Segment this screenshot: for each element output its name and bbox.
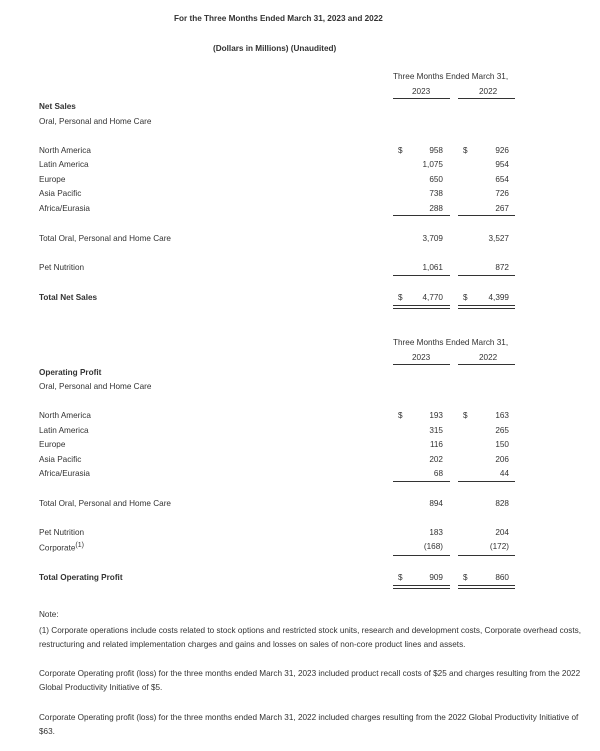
subtotal-rule-2022: [458, 481, 515, 482]
column-header-2022: 2022: [479, 353, 498, 362]
currency-symbol: $: [398, 293, 403, 302]
note-paragraph-2022: Corporate Operating profit (loss) for the three months ended March 31, 2022 included charges resulting from the 2022 Global Productivity Initiative of $63.: [39, 713, 579, 736]
value-2022: 204: [495, 528, 509, 537]
subtotal-rule-2023: [393, 555, 450, 556]
total-value-2023: 909: [429, 573, 443, 582]
row-label: North America: [39, 411, 91, 420]
subtotal-label: Total Oral, Personal and Home Care: [39, 499, 171, 508]
currency-symbol: $: [463, 146, 468, 155]
column-header-2023: 2023: [412, 353, 431, 362]
value-2022: 265: [495, 426, 509, 435]
subtotal-value-2022: 3,527: [488, 234, 509, 243]
column-underline-2022: [458, 98, 515, 99]
currency-symbol: $: [463, 411, 468, 420]
value-2023: 288: [429, 204, 443, 213]
value-2022: 267: [495, 204, 509, 213]
section-heading: Operating Profit: [39, 368, 102, 377]
subtotal-rule-2023: [393, 275, 450, 276]
total-value-2022: 860: [495, 573, 509, 582]
row-label: Africa/Eurasia: [39, 204, 90, 213]
subtotal-rule-2022: [458, 555, 515, 556]
value-2023: 738: [429, 189, 443, 198]
double-rule-2023: [393, 305, 450, 309]
double-rule-2023: [393, 585, 450, 589]
value-2022: 206: [495, 455, 509, 464]
column-underline-2023: [393, 364, 450, 365]
subtotal-value-2022: 828: [495, 499, 509, 508]
subtotal-value-2023: 894: [429, 499, 443, 508]
value-2022: 163: [495, 411, 509, 420]
double-rule-2022: [458, 305, 515, 309]
row-label: Latin America: [39, 426, 89, 435]
total-value-2023: 4,770: [422, 293, 443, 302]
column-underline-2023: [393, 98, 450, 99]
section-subheading: Oral, Personal and Home Care: [39, 382, 152, 391]
value-2022: 654: [495, 175, 509, 184]
currency-symbol: $: [398, 146, 403, 155]
subtotal-rule-2022: [458, 215, 515, 216]
currency-symbol: $: [398, 411, 403, 420]
value-2023: 183: [429, 528, 443, 537]
subtotal-rule-2023: [393, 481, 450, 482]
value-2023: 193: [429, 411, 443, 420]
value-2022: (172): [489, 542, 509, 551]
subtotal-value-2023: 3,709: [422, 234, 443, 243]
column-header-2022: 2022: [479, 87, 498, 96]
row-label: Europe: [39, 175, 66, 184]
value-2023: 650: [429, 175, 443, 184]
currency-symbol: $: [463, 293, 468, 302]
page-title: For the Three Months Ended March 31, 2023 and 2022: [174, 14, 383, 23]
value-2022: 150: [495, 440, 509, 449]
value-2022: 726: [495, 189, 509, 198]
subtotal-rule-2023: [393, 215, 450, 216]
row-label-corporate: [39, 542, 84, 553]
value-2023: (168): [423, 542, 443, 551]
row-label: Pet Nutrition: [39, 528, 85, 537]
total-label: Total Net Sales: [39, 293, 98, 302]
value-2023: 1,061: [422, 263, 443, 272]
row-label: Latin America: [39, 160, 89, 169]
notes-heading: Note:: [39, 610, 59, 619]
value-2023: 315: [429, 426, 443, 435]
note-paragraph-2023: Corporate Operating profit (loss) for the three months ended March 31, 2023 included product recall costs of $25 and charges resulting from the 2022 Global Productivity Initiative of $5.: [39, 669, 581, 692]
value-2023: 1,075: [422, 160, 443, 169]
footnote-ref[interactable]: (1): [75, 542, 84, 549]
value-2022: 926: [495, 146, 509, 155]
row-label: Pet Nutrition: [39, 263, 85, 272]
period-header: Three Months Ended March 31,: [393, 338, 509, 347]
value-2023: 202: [429, 455, 443, 464]
row-label: Africa/Eurasia: [39, 469, 90, 478]
row-label: Asia Pacific: [39, 455, 82, 464]
period-header: Three Months Ended March 31,: [393, 72, 509, 81]
section-subheading: Oral, Personal and Home Care: [39, 117, 152, 126]
value-2022: 44: [499, 469, 509, 478]
value-2022: 954: [495, 160, 509, 169]
row-label: Europe: [39, 440, 66, 449]
value-2023: 68: [433, 469, 443, 478]
page-subtitle: (Dollars in Millions) (Unaudited): [213, 44, 337, 53]
column-header-2023: 2023: [412, 87, 431, 96]
section-heading: Net Sales: [39, 102, 76, 111]
total-value-2022: 4,399: [488, 293, 509, 302]
value-2022: 872: [495, 263, 509, 272]
currency-symbol: $: [398, 573, 403, 582]
double-rule-2022: [458, 585, 515, 589]
value-2023: 958: [429, 146, 443, 155]
subtotal-label: Total Oral, Personal and Home Care: [39, 234, 171, 243]
row-label: North America: [39, 146, 91, 155]
total-label: Total Operating Profit: [39, 573, 123, 582]
footnote-1: (1) Corporate operations include costs related to stock options and restricted stock units, research and development costs, Corporate overhead costs, restructuring and related implementation charges and gains and losses on sales of non-core product lines and assets.: [39, 626, 582, 649]
column-underline-2022: [458, 364, 515, 365]
subtotal-rule-2022: [458, 275, 515, 276]
currency-symbol: $: [463, 573, 468, 582]
row-label: Corporate: [39, 543, 76, 553]
value-2023: 116: [429, 440, 443, 449]
row-label: Asia Pacific: [39, 189, 82, 198]
